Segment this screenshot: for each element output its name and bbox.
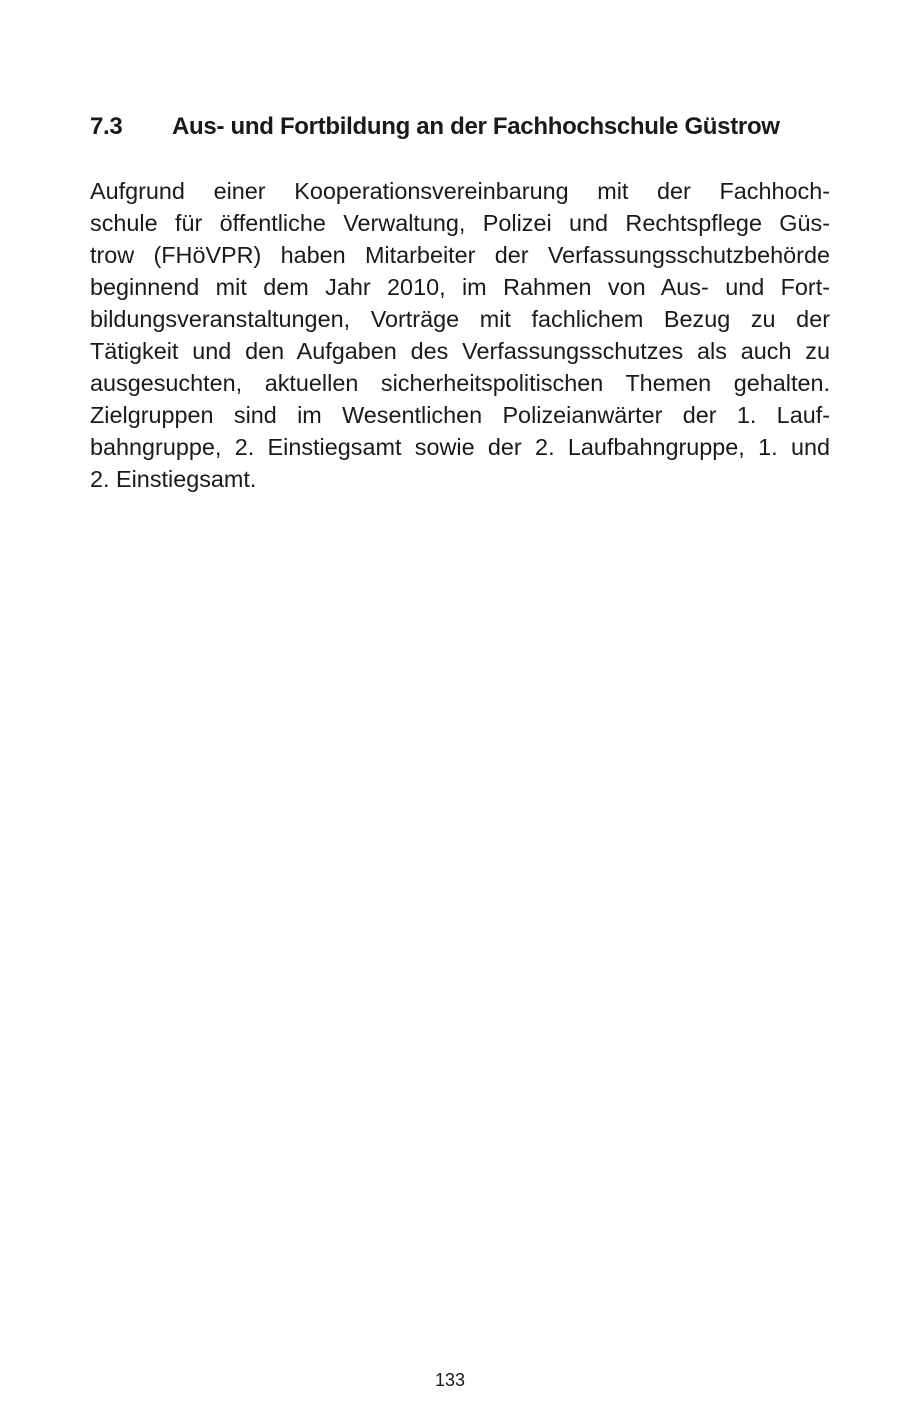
section-title: Aus- und Fortbildung an der Fachhochschule Güstrow — [172, 113, 780, 140]
paragraph-line: beginnend mit dem Jahr 2010, im Rahmen von Aus- und Fort- — [90, 274, 830, 300]
paragraph-line: trow (FHöVPR) haben Mitarbeiter der Verfassungsschutzbehörde — [90, 242, 830, 268]
paragraph-line: schule für öffentliche Verwaltung, Polizei und Rechtspflege Güs- — [90, 210, 830, 236]
paragraph-line: bildungsveranstaltungen, Vorträge mit fachlichem Bezug zu der — [90, 306, 830, 332]
paragraph-line: Aufgrund einer Kooperationsvereinbarung mit der Fachhoch- — [90, 178, 830, 204]
paragraph-line: ausgesuchten, aktuellen sicherheitspolitischen Themen gehalten. — [90, 370, 830, 396]
section-heading — [90, 112, 830, 142]
page-number: 133 — [434, 1370, 466, 1390]
paragraph-line: Tätigkeit und den Aufgaben des Verfassungsschutzes als auch zu — [90, 338, 830, 364]
body-paragraph — [90, 175, 830, 495]
paragraph-line: Zielgruppen sind im Wesentlichen Polizeianwärter der 1. Lauf- — [90, 402, 830, 428]
paragraph-line: 2. Einstiegsamt. — [90, 466, 257, 492]
section-number: 7.3 — [90, 113, 123, 140]
paragraph-line: bahngruppe, 2. Einstiegsamt sowie der 2. Laufbahngruppe, 1. und — [90, 434, 830, 460]
